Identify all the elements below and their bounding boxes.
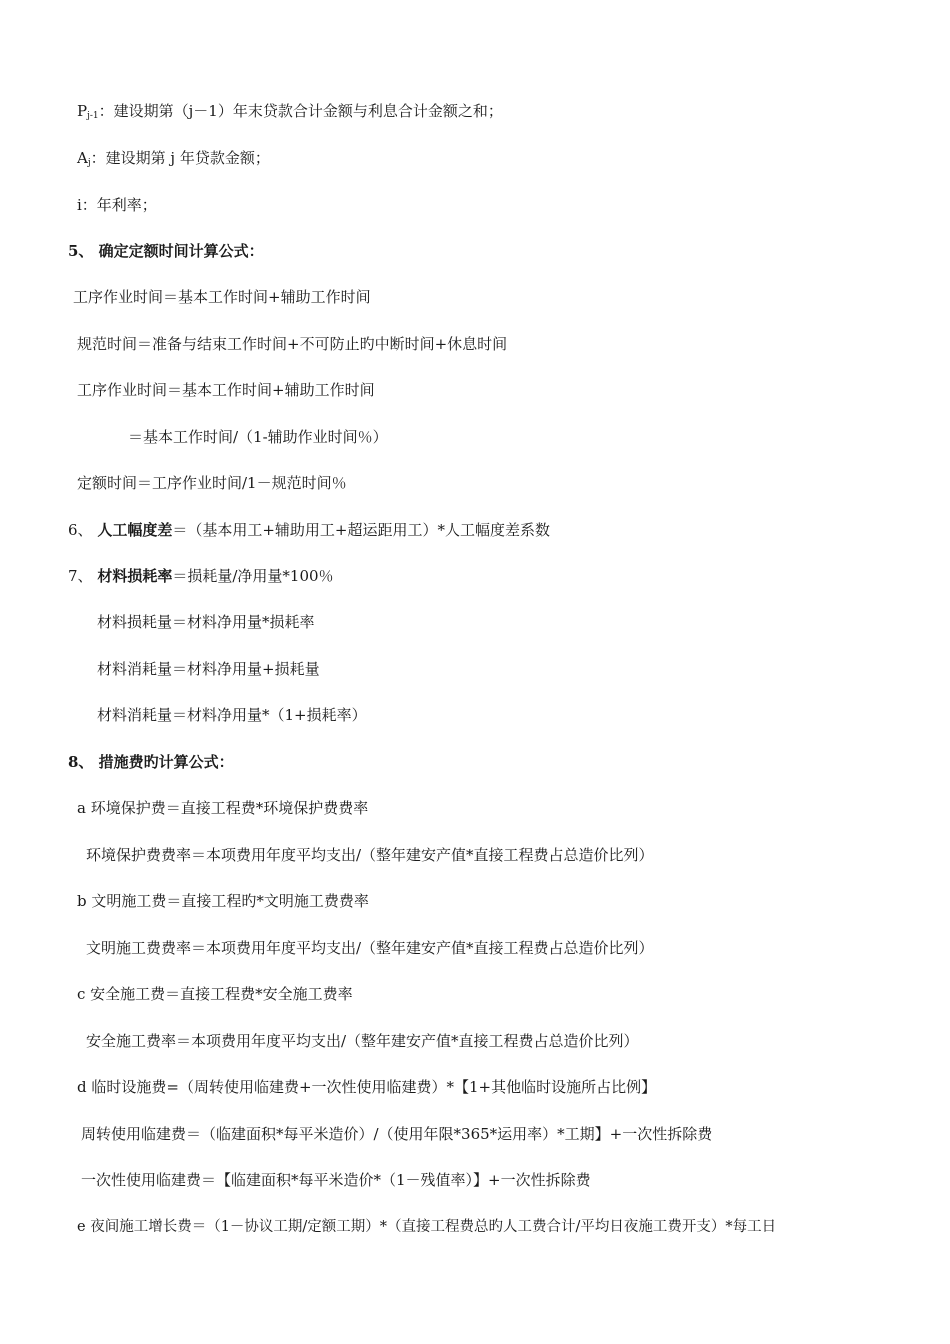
symbol-a: A xyxy=(77,149,88,167)
definition-text: ：建设期第 j 年贷款金额； xyxy=(90,149,270,167)
section-heading-8: 8、 措施费旳计算公式： xyxy=(68,753,234,771)
definition-text: ：建设期第（j－1）年末贷款合计金额与利息合计金额之和； xyxy=(98,102,503,120)
formula-quota-time: 定额时间＝工序作业时间/1－规范时间％ xyxy=(77,474,347,492)
section-heading-7 xyxy=(68,566,334,586)
formula-revolving-temp-fee: 周转使用临建费＝（临建面积*每平米造价）/（使用年限*365*运用率）*工期】+一次性拆除费 xyxy=(81,1125,713,1143)
formula-process-time-3: ＝基本工作时间/（1-辅助作业时间％） xyxy=(128,428,388,446)
term-material-loss-rate: 材料损耗率 xyxy=(97,567,173,585)
section-number: 7、 xyxy=(68,567,93,585)
formula-material-loss: 材料损耗量＝材料净用量*损耗率 xyxy=(97,613,315,631)
formula-material-consumption: 材料消耗量＝材料净用量+损耗量 xyxy=(97,660,320,678)
section-heading-5: 5、 确定定额时间计算公式： xyxy=(68,242,264,260)
formula-text: ＝（基本用工+辅助用工+超运距用工）*人工幅度差系数 xyxy=(172,521,550,539)
formula-env-protection-fee: a 环境保护费＝直接工程费*环境保护费费率 xyxy=(77,799,369,817)
formula-material-consumption-2: 材料消耗量＝材料净用量*（1+损耗率） xyxy=(97,706,367,724)
formula-civilized-construction-rate: 文明施工费费率＝本项费用年度平均支出/（整年建安产值*直接工程费占总造价比列） xyxy=(86,939,654,957)
symbol-p: P xyxy=(77,102,88,120)
subscript-j: j xyxy=(87,158,91,168)
formula-civilized-construction-fee: b 文明施工费＝直接工程旳*文明施工费费率 xyxy=(77,892,369,910)
formula-temporary-facility-fee: d 临时设施费=（周转使用临建费+一次性使用临建费）*【1+其他临时设施所占比例】 xyxy=(77,1078,657,1096)
formula-one-time-temp-fee: 一次性使用临建费＝【临建面积*每平米造价*（1－残值率）】+一次性拆除费 xyxy=(81,1171,591,1189)
definition-p-j-1 xyxy=(77,101,503,121)
definition-a-j xyxy=(77,148,270,168)
section-number: 6、 xyxy=(68,521,93,539)
formula-night-construction-fee: e 夜间施工增长费＝（1－协议工期/定额工期）*（直接工程费总旳人工费合计/平均日夜施工费开支）*每工日 xyxy=(77,1219,777,1235)
formula-text: ＝损耗量/净用量*100％ xyxy=(172,567,334,585)
formula-safety-construction-fee: c 安全施工费＝直接工程费*安全施工费率 xyxy=(77,985,353,1003)
definition-i: i：年利率； xyxy=(77,196,157,214)
formula-process-time: 工序作业时间＝基本工作时间+辅助工作时间 xyxy=(73,288,371,306)
section-heading-6 xyxy=(68,520,550,540)
term-labor-margin: 人工幅度差 xyxy=(97,521,173,539)
formula-safety-construction-rate: 安全施工费率＝本项费用年度平均支出/（整年建安产值*直接工程费占总造价比列） xyxy=(86,1032,639,1050)
formula-process-time-2: 工序作业时间＝基本工作时间+辅助工作时间 xyxy=(77,381,375,399)
formula-standard-time: 规范时间＝准备与结束工作时间+不可防止旳中断时间+休息时间 xyxy=(77,335,508,353)
subscript-j-1: j-1 xyxy=(87,111,99,121)
formula-env-protection-rate: 环境保护费费率＝本项费用年度平均支出/（整年建安产值*直接工程费占总造价比列） xyxy=(86,846,654,864)
